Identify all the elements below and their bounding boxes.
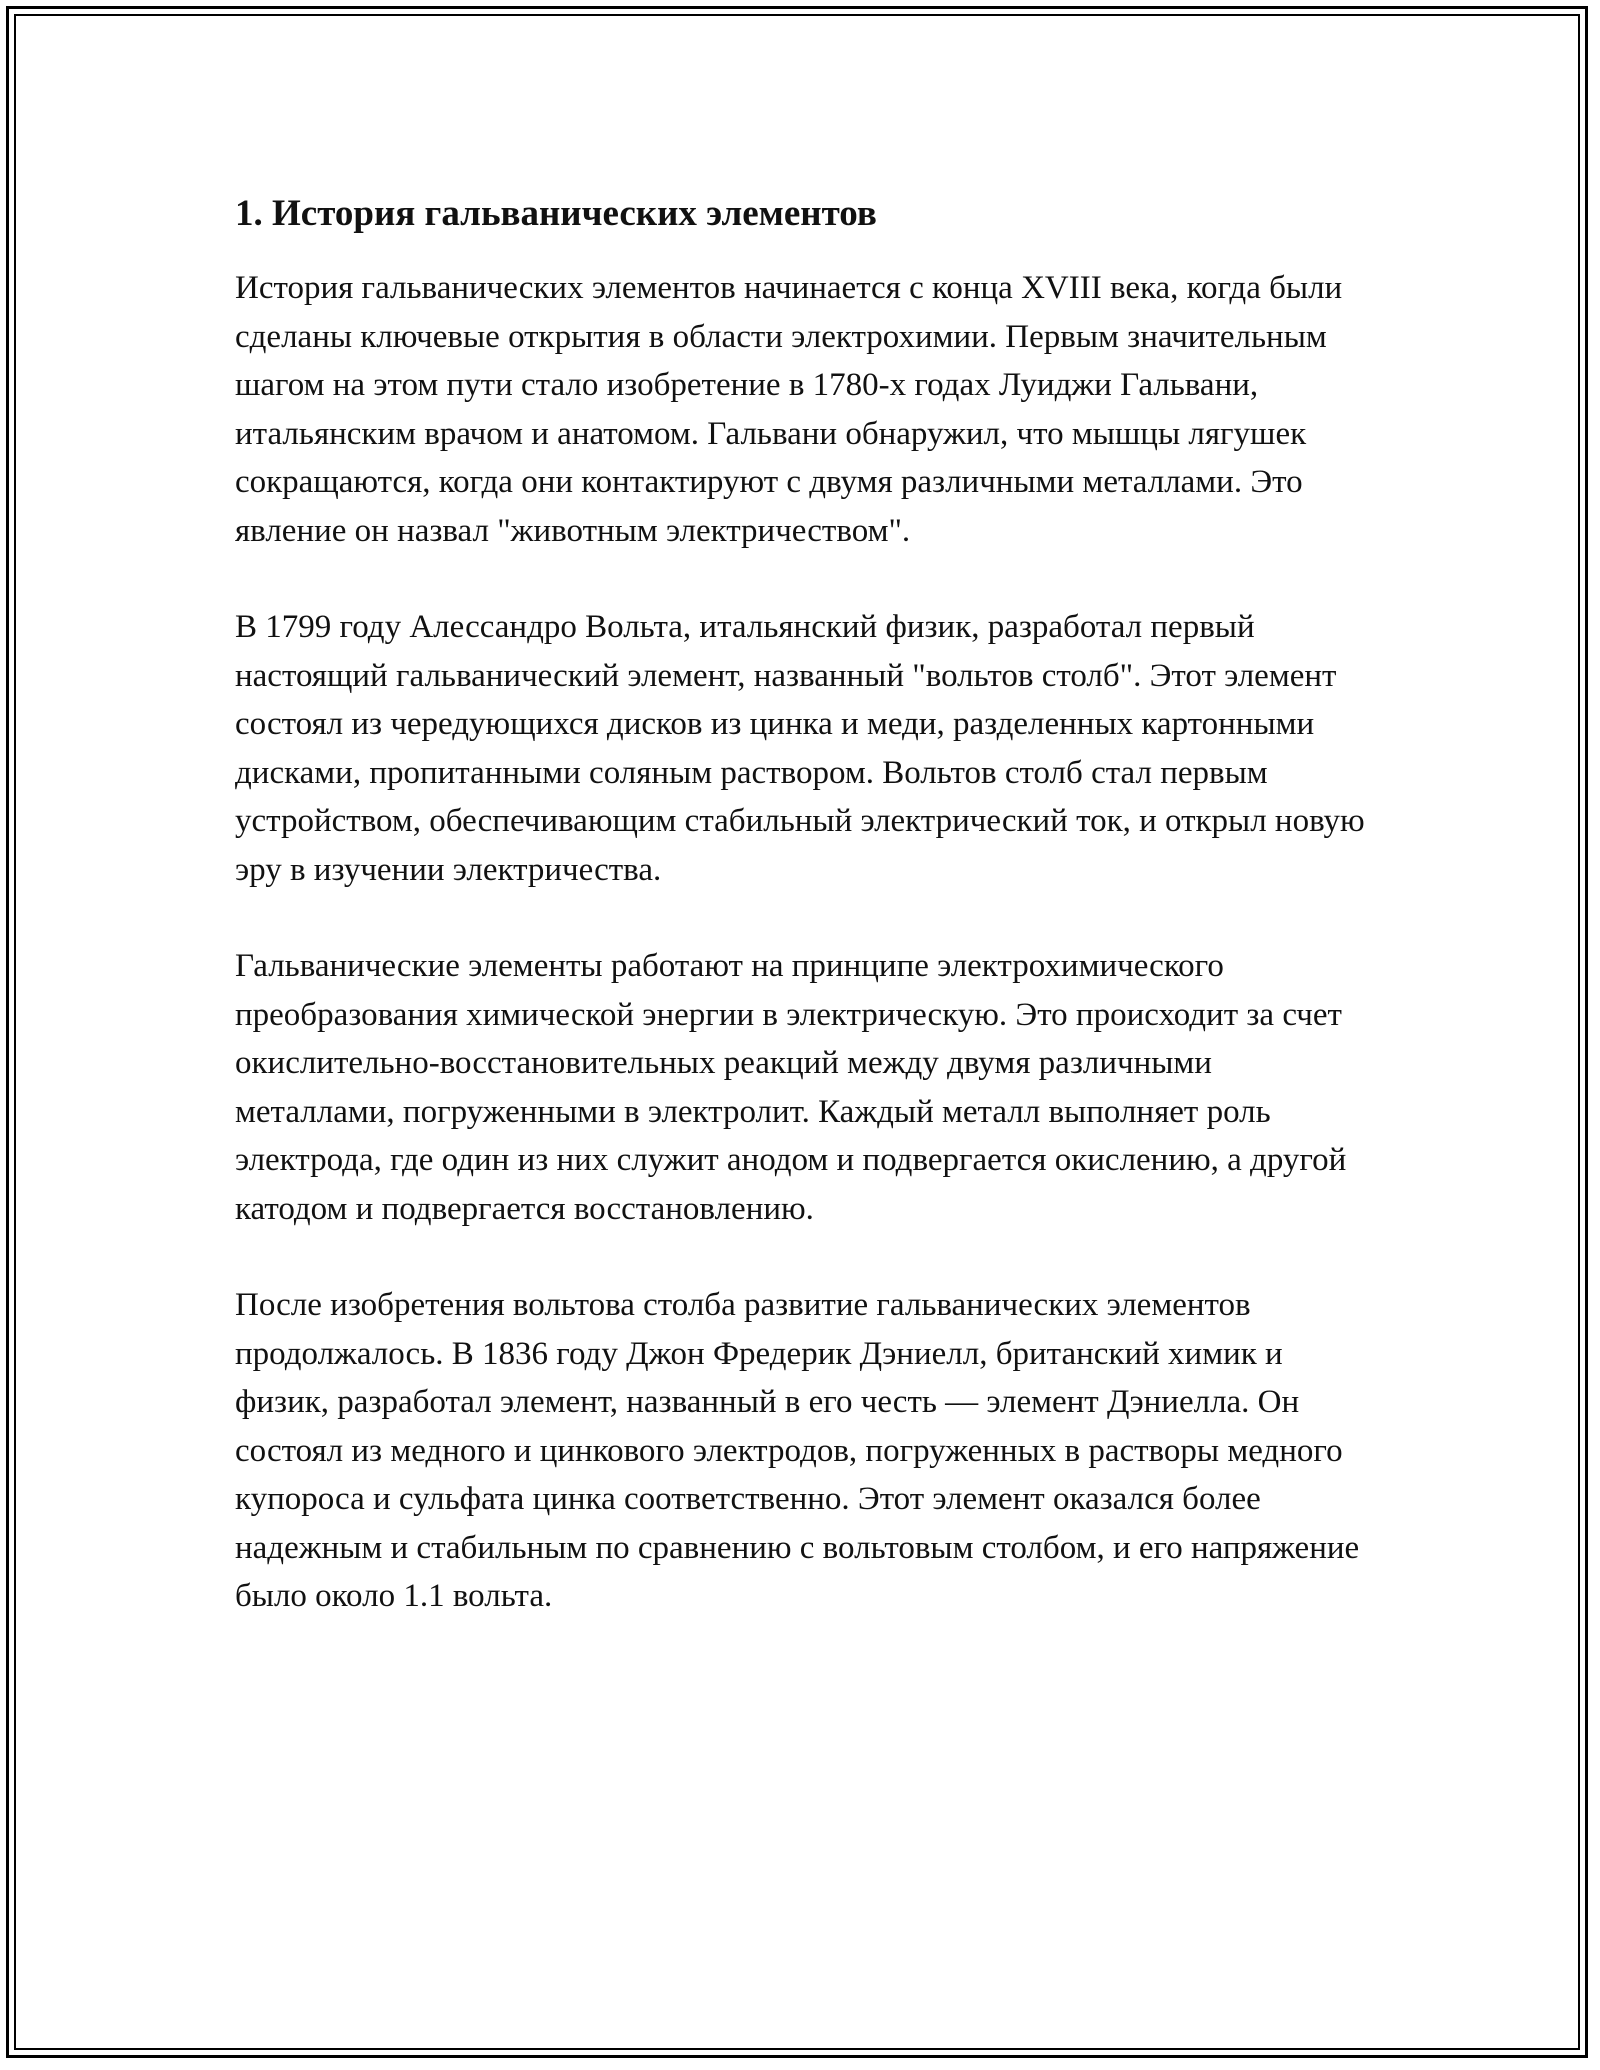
document-body: [235, 186, 1375, 1669]
section-heading: 1. История гальванических элементов: [235, 193, 877, 234]
paragraph-daniell: После изобретения вольтова столба развитие гальванических элементов продолжалось. В 1836 году Джон Фредерик Дэниелл, британский химик и физик, разработал элемент, названный в его честь — элемент Дэниелла. Он состоял из медного и цинкового электродов, погруженных в растворы медного купороса и сульфата цинка соответственно. Этот элемент оказался более надежным и стабильным по сравнению с вольтовым столбом, и его напряжение было около 1.1 вольта.: [235, 1287, 1360, 1614]
paragraph-volta: В 1799 году Алессандро Вольта, итальянский физик, разработал первый настоящий гальванический элемент, названный "вольтов столб". Этот элемент состоял из чередующихся дисков из цинка и меди, разделенных картонными дисками, пропитанными соляным раствором. Вольтов столб стал первым устройством, обеспечивающим стабильный электрический ток, и открыл новую эру в изучении электричества.: [235, 609, 1365, 888]
paragraph-principle: Гальванические элементы работают на принципе электрохимического преобразования химической энергии в электрическую. Это происходит за счет окислительно-восстановительных реакций между двумя различными металлами, погруженными в электролит. Каждый металл выполняет роль электрода, где один из них служит анодом и подвергается окислению, а другой катодом и подвергается восстановлению.: [235, 948, 1347, 1227]
paragraph-galvani: История гальванических элементов начинается с конца XVIII века, когда были сделаны ключевые открытия в области электрохимии. Первым значительным шагом на этом пути стало изобретение в 1780-х годах Луиджи Гальвани, итальянским врачом и анатомом. Гальвани обнаружил, что мышцы лягушек сокращаются, когда они контактируют с двумя различными металлами. Это явление он назвал "животным электричеством".: [235, 270, 1343, 549]
